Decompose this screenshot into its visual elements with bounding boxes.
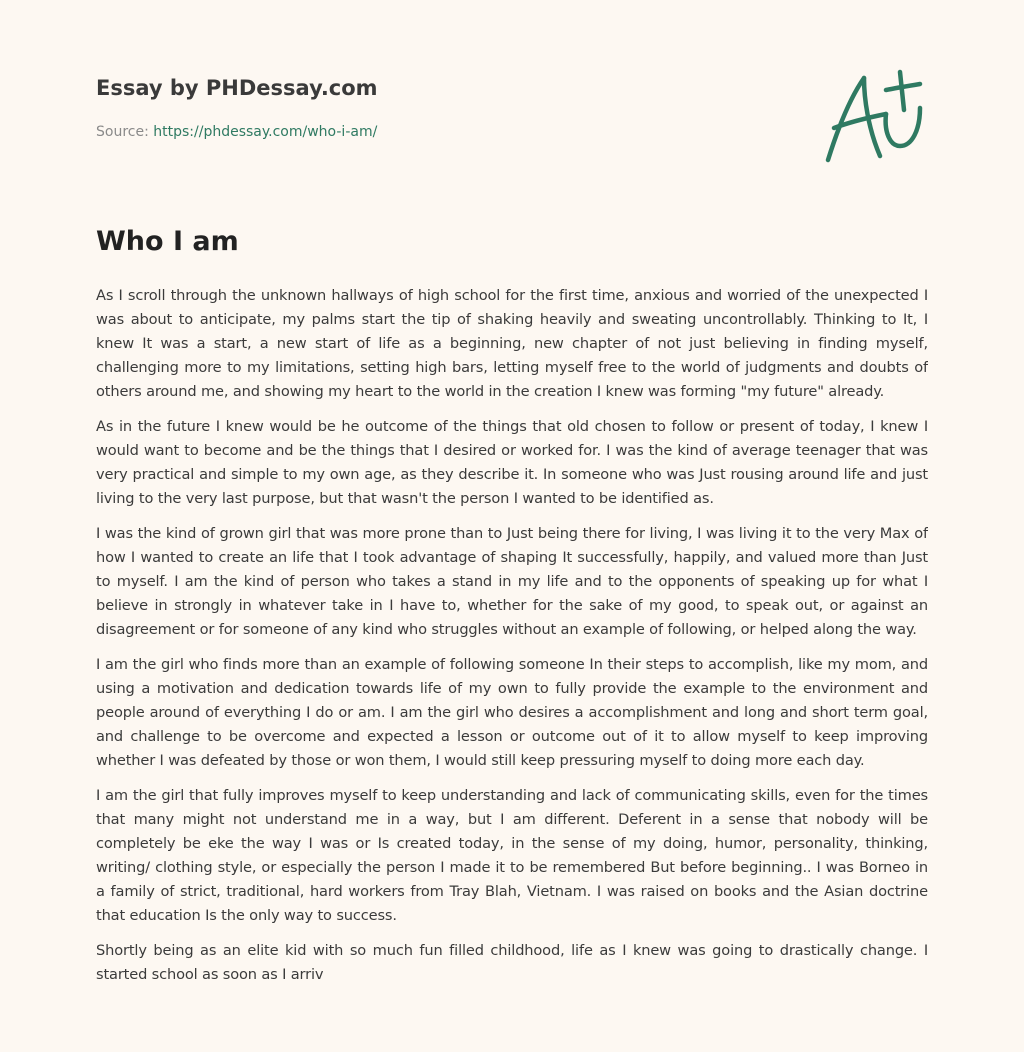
essay-paragraph: I am the girl who finds more than an example of following someone In their steps to accomplish, like my mom, and using a motivation and dedication towards life of my own to fully provide the example to the environment and people around of everything I do or am. I am the girl who desires a accomplishment and long and short term goal, and challenge to be overcome and expected a lesson or outcome out of it to allow myself to keep improving whether I was defeated by those or won them, I would still keep pressuring myself to doing more each day. [96, 656, 928, 769]
source-label: Source: [96, 124, 149, 140]
essay-paragraph: I am the girl that fully improves myself to keep understanding and lack of communicating skills, even for the times that many might not understand me in a way, but I am different. Deferent in a sense that nobody will be completely be eke the way I was or Is created today, in the sense of my doing, humor, personality, thinking, writing/ clothing style, or especially the person I made it to be remembered But before beginning.. I was Borneo in a family of strict, traditional, hard workers from Tray Blah, Vietnam. I was raised on books and the Asian doctrine that education Is the only way to success. [96, 787, 928, 924]
source-link[interactable]: https://phdessay.com/who-i-am/ [153, 124, 378, 140]
essay-body [96, 284, 928, 1042]
essay-paragraph: As in the future I knew would be he outcome of the things that old chosen to follow or present of today, I knew I would want to become and be the things that I desired or worked for. I was the kind of average teenager that was very practical and simple to my own age, as they describe it. In someone who was Just rousing around life and just living to the very last purpose, but that wasn't the person I wanted to be identified as. [96, 418, 928, 507]
essay-paragraph: I was the kind of grown girl that was more prone than to Just being there for living, I was living it to the very Max of how I wanted to create an life that I took advantage of shaping It successfully, happily, and valued more than Just to myself. I am the kind of person who takes a stand in my life and to the opponents of speaking up for what I believe in strongly in whatever take in I have to, whether for the sake of my good, to speak out, or against an disagreement or for someone of any kind who struggles without an example of following, or helped along the way. [96, 525, 928, 638]
source-line [96, 124, 377, 140]
essay-paragraph: Shortly being as an elite kid with so much fun filled childhood, life as I knew was going to drastically change. I started school as soon as I arriv [96, 942, 928, 983]
essay-paragraph: As I scroll through the unknown hallways of high school for the first time, anxious and worried of the unexpected I was about to anticipate, my palms start the tip of shaking heavily and sweating uncontrollably. Thinking to It, I knew It was a start, a new start of life as a beginning, new chapter of not just believing in finding myself, challenging more to my limitations, setting high bars, letting myself free to the world of judgments and doubts of others around me, and showing my heart to the world in the creation I knew was forming "my future" already. [96, 287, 928, 400]
site-brand: Essay by PHDessay.com [96, 76, 378, 100]
a-plus-grade-icon [824, 68, 924, 164]
essay-title: Who I am [96, 226, 239, 257]
